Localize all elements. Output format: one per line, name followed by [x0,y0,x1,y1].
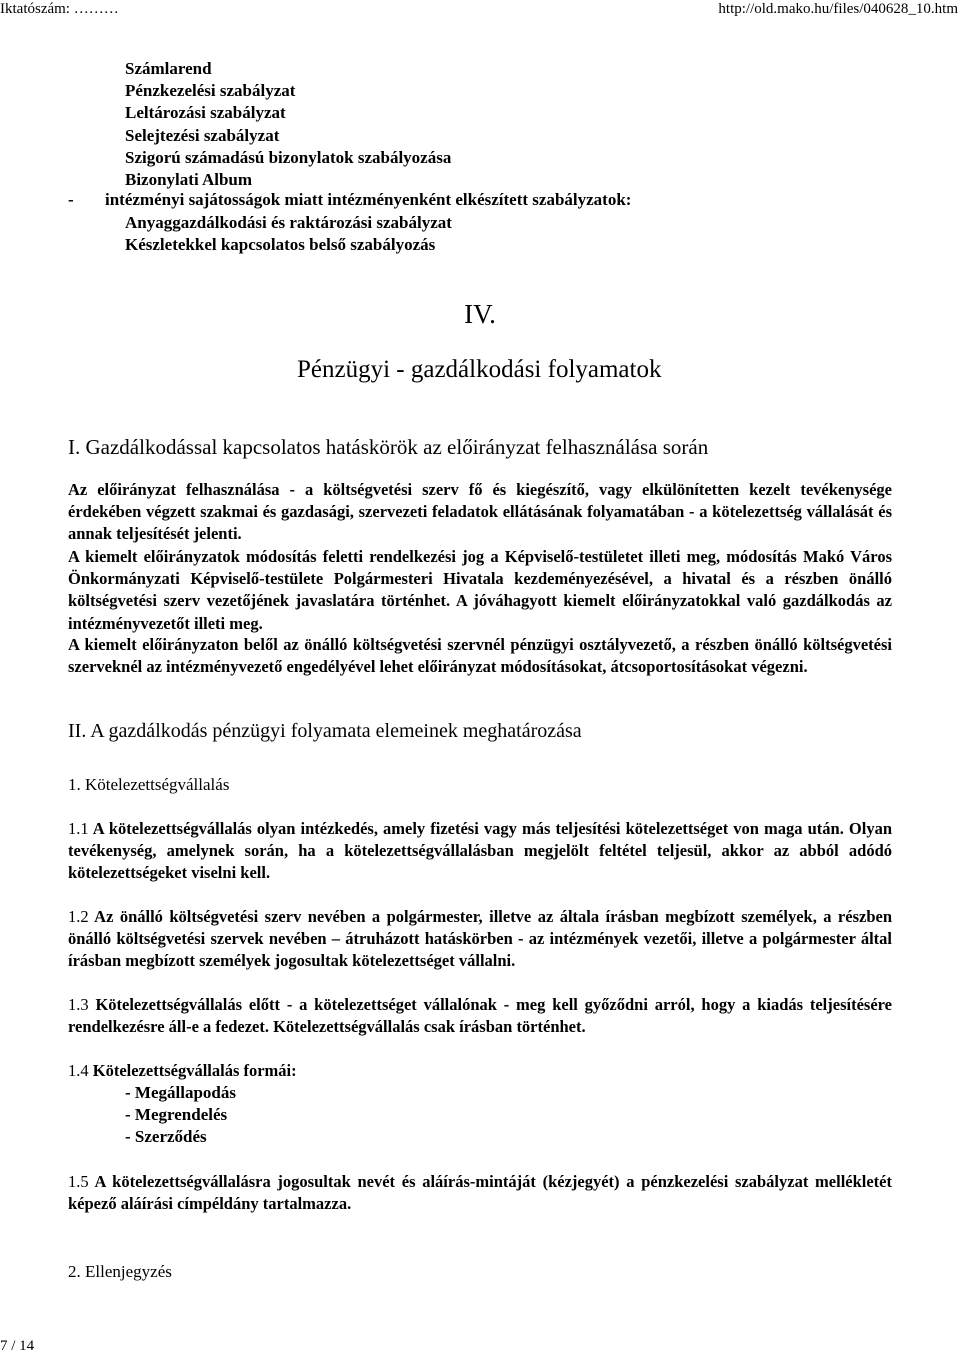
numbered-paragraph [68,1171,892,1215]
heading-1: I. Gazdálkodással kapcsolatos hatáskörök az előirányzat felhasználása során [68,435,709,459]
numbered-paragraph [68,906,892,973]
paragraph-text: Kötelezettségvállalás előtt - a kötelezettséget vállalónak - meg kell győződni arról, hogy a kiadás teljesítésére rendelkezésre áll-e a fedezet. Kötelezettségvállalás csak írásban történhet. [68,995,893,1037]
list-item: - Megállapodás [125,1083,236,1102]
section-number: IV. [464,299,496,329]
list-dash: - [68,190,74,209]
heading-4: 2. Ellenjegyzés [68,1262,172,1281]
heading-3: 1. Kötelezettségvállalás [68,775,230,794]
paragraph-number: 1.5 [68,1172,89,1191]
paragraph-text: A kötelezettségvállalásra jogosultak nevét és aláírás-mintáját (kézjegyét) a pénzkezelési szabályzat mellékletét képező aláírási címpéldány tartalmazza. [68,1172,892,1214]
numbered-paragraph [68,1060,892,1082]
numbered-paragraph [68,818,892,885]
list-item: Pénzkezelési szabályzat [125,81,296,101]
list-item-text: intézményi sajátosságok miatt intézményenként elkészített szabályzatok: [105,190,632,209]
list-item: - Megrendelés [125,1105,228,1125]
list-item: Számlarend [125,59,212,78]
header-url-text: http://old.mako.hu/files/040628_10.htm [718,1,958,17]
list-item: Selejtezési szabályzat [125,125,280,145]
paragraph-text: Az önálló költségvetési szerv nevében a polgármester, illetve az általa írásban megbízott személyek, a részben önálló költségvetési szervek nevében – átruházott hatáskörben - az intézmények vezetői, illetve a polgármester által írásban megbízott személyek jogosultak kötelezettséget vállalni. [68,907,892,971]
paragraph: A kiemelt előirányzaton belől az önálló költségvetési szervnél pénzügyi osztályvezető, a részben önálló költségvetési szerveknél az intézményvezető engedélyével lehet előirányzat módosításokat, átcsoportosításokat végezni. [68,635,892,677]
list-item: Bizonylati Album [125,170,253,190]
paragraph-number: 1.4 [68,1061,89,1080]
paragraph-number: 1.3 [68,995,89,1014]
list-item: Készletekkel kapcsolatos belső szabályozás [125,235,436,254]
dash-list-item [68,190,631,210]
forms-list [125,1082,236,1149]
list-item: Leltározási szabályzat [125,103,286,123]
paragraph: Az előirányzat felhasználása - a költségvetési szerv fő és kiegészítő, vagy elkülönítetten kezelt tevékenysége érdekében végzett szakmai és gazdasági, szervezeti feladatok ellátásának folyamatában - a kötelezettség vállalását és annak teljesítését jelenti. [68,480,892,544]
heading-2: II. A gazdálkodás pénzügyi folyamata elemeinek meghatározása [68,720,582,742]
paragraph-text: A kötelezettségvállalás olyan intézkedés, amely fizetési vagy más teljesítési kötelezettséget von maga után. Olyan tevékenység, amelynek során, ha a kötelezettségvállalásban megjelölt feltétel teljesül, akkor az abból adódó kötelezettségeket viselni kell. [68,819,892,883]
sub-rules-list [125,212,452,256]
page-number: 7 / 14 [0,1338,35,1354]
paragraph-text: Kötelezettségvállalás formái: [92,1061,297,1080]
paragraph-number: 1.1 [68,819,89,838]
numbered-paragraph [68,994,892,1038]
list-item: Szigorú számadású bizonylatok szabályozása [125,147,452,167]
list-item: Anyaggazdálkodási és raktározási szabályzat [125,213,452,232]
paragraph: A kiemelt előirányzatok módosítás feletti rendelkezési jog a Képviselő-testületet illeti meg, módosítás Makó Város Önkormányzati Képviselő-testülete Polgármesteri Hivatala kezdeményezésével, a hivatal és a részben önálló költségvetési szerv vezetőjének javaslatára történhet. A jóváhagyott kiemelt előirányzatokkal való gazdálkodás az intézményvezetőt illeti meg. [68,547,892,633]
paragraph-number: 1.2 [68,907,89,926]
header-left-text: Iktatószám: ……… [0,1,119,17]
list-item: - Szerződés [125,1127,207,1147]
rules-list [125,58,451,191]
section-title: Pénzügyi - gazdálkodási folyamatok [297,356,662,383]
